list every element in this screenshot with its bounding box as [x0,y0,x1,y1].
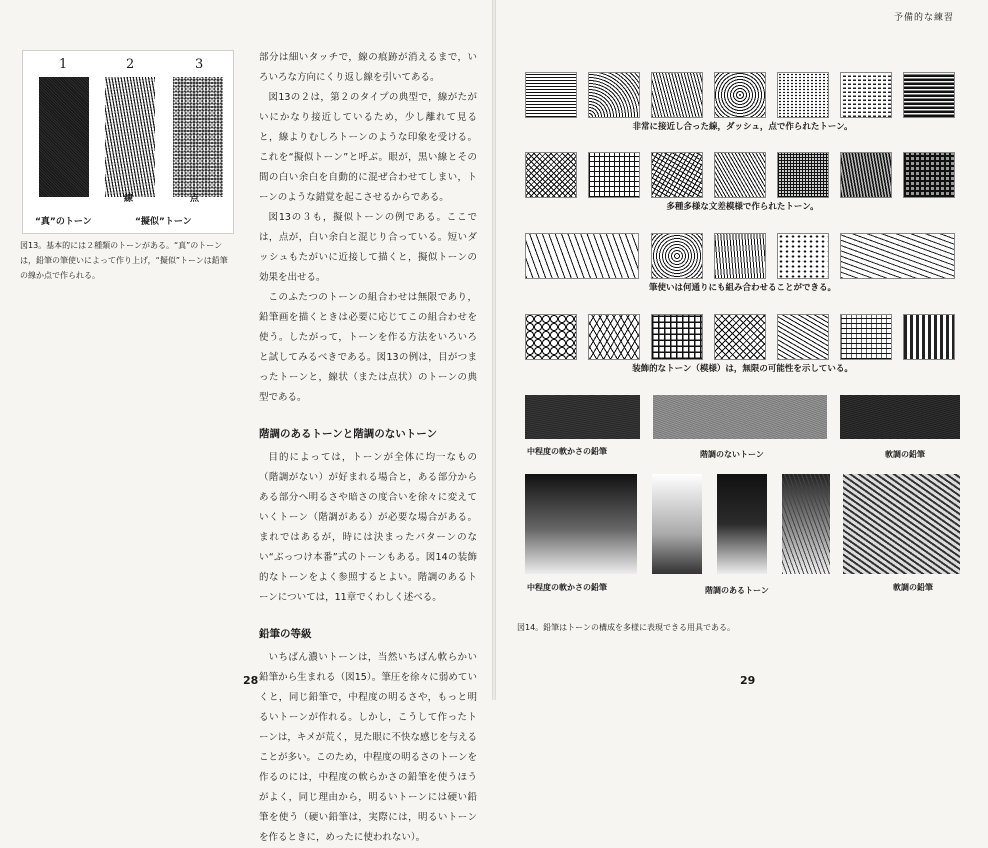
tone-sample [714,314,766,360]
tone-sample [714,233,766,279]
figure-13 [22,50,234,234]
tone-sample [840,72,892,118]
tone-sample [777,152,829,198]
tone-sample [588,314,640,360]
tone-sample [588,152,640,198]
section-heading: 階調のあるトーンと階調のないトーン [259,428,438,440]
tone-sample [525,72,577,118]
dot-label: 点 [190,194,200,204]
page-number-right: 29 [740,674,756,687]
paragraph: いちばん濃いトーンは，当然いちばん軟らかい鉛筆から生まれる（図15）。筆圧を徐々に弱めていくと，同じ鉛筆で，中程度の明るさや，もっと明るいトーンが作れる。しかし，こうして作ったトーンは，キメが荒く，見た眼に不快な感じを与えることが多い。このため，中程度の明るさのトーンを作るのには，中程度の軟らかさの鉛筆を使うほうがよく，同じ理由から，明るいトーンには硬い鉛筆を使う（硬い鉛筆は，実際には，明るいトーンを作るときに，めったに使われない）。 [259,652,477,843]
book-gutter [492,0,496,700]
flat-tone-center [653,395,827,439]
tone-sample [840,314,892,360]
tone-sample [903,314,955,360]
tone-row-lines-dashes-dots [525,72,960,132]
tone-sample [588,72,640,118]
graded-tone-sample [782,474,830,574]
tone-sample [651,72,703,118]
tone-sample [903,72,955,118]
flat-tone-medium-pencil [525,395,640,439]
paragraph: このふたつのトーンの組合わせは無限であり，鉛筆画を描くときは必要に応じてこの組合わせを使う。したがって，トーンを作る方法をいろいろと試してみるべきである。図13の例は，目がつまったトーンと，線状（または点状）のトーンの典型である。 [259,292,477,403]
tone-sample [525,314,577,360]
line-tone-swatch [105,77,155,197]
graded-label-center: 階調のあるトーン [705,586,769,595]
tone-sample [840,152,892,198]
line-label: 線 [124,194,134,204]
paragraph: 目的によっては，トーンが全体に均一なもの（階調がない）が好まれる場合と，ある部分からある部分へ明るさや暗さの度合いを徐々に変えていくトーン（階調がある）が必要な場合がある。まれではあるが，時には決まったパターンのない“ぶっつけ本番”式のトーンもある。図14の装飾的なトーンをよく参照するとよい。階調のあるトーンについては，11章でくわしく述べる。 [259,452,477,603]
tone-sample [714,72,766,118]
page-number-left: 28 [243,674,259,687]
figure-13-caption: 図13。基本的には２種類のトーンがある。“真”のトーンは，鉛筆の筆使いによって作り上げ，“擬似”トーンは鉛筆の線か点で作られる。 [20,241,228,280]
tone-sample [777,72,829,118]
figure-number-1: 1 [59,57,68,72]
tone-row-crosshatch [525,152,960,212]
tone-sample [651,152,703,198]
row-caption: 装飾的なトーン（模様）は，無限の可能性を示している。 [632,364,853,374]
paragraph: 部分は細いタッチで，線の痕跡が消えるまで，いろいろな方向にくり返し線を引いてある。 [259,52,477,83]
tone-sample [903,152,955,198]
flat-label-soft-pencil: 軟調の鉛筆 [885,450,925,459]
dot-tone-swatch [173,77,223,197]
running-header: 予備的な練習 [893,13,954,23]
paragraph: 図13の３も，擬似トーンの例である。ここでは，点が，白い余白と混じり合っている。短いダッシュもたがいに近接して描くと，擬似トーンの効果を出せる。 [259,212,477,283]
row-caption: 筆使いは何通りにも組み合わせることができる。 [648,283,836,293]
tone-sample [525,152,577,198]
tone-sample [777,233,829,279]
pseudo-tone-label: “擬似”トーン [135,217,192,227]
figure-number-3: 3 [195,57,204,72]
tone-row-strokes [525,233,960,293]
tone-sample [777,314,829,360]
flat-label-center: 階調のないトーン [700,450,764,459]
row-caption: 非常に接近し合った線，ダッシュ，点で作られたトーン。 [632,122,853,132]
graded-label-medium-pencil: 中程度の軟かさの鉛筆 [527,583,607,592]
tone-sample [651,314,703,360]
graded-tone-sample [652,474,702,574]
real-tone-label: “真”のトーン [35,217,92,227]
real-tone-swatch [39,77,89,197]
tone-sample [840,233,955,279]
graded-tone-sample [717,474,767,574]
tone-sample [714,152,766,198]
graded-tone-soft-pencil [843,474,960,574]
section-heading: 鉛筆の等級 [259,628,312,640]
tone-sample [525,233,639,279]
tone-sample [651,233,703,279]
figure-number-2: 2 [126,57,135,72]
flat-label-medium-pencil: 中程度の軟かさの鉛筆 [527,447,607,456]
figure-14-caption: 図14。鉛筆はトーンの構成を多様に表現できる用具である。 [517,623,736,632]
body-text-column [259,48,477,848]
graded-label-soft-pencil: 軟調の鉛筆 [893,583,933,592]
row-caption: 多種多様な文差模様で作られたトーン。 [666,202,819,212]
flat-tone-soft-pencil [840,395,960,439]
tone-row-decorative [525,314,960,374]
paragraph: 図13の２は，第２のタイプの典型で，線がたがいにかなり接近しているため，少し離れて見ると，線よりむしろトーンのような印象を受ける。これを“擬似トーン”と呼ぶ。眼が，黒い線とその間の白い余白を自動的に混ぜ合わせてしまい，トーンのような錯覚を起こさせるからである。 [259,92,477,203]
graded-tone-medium-pencil [525,474,637,574]
